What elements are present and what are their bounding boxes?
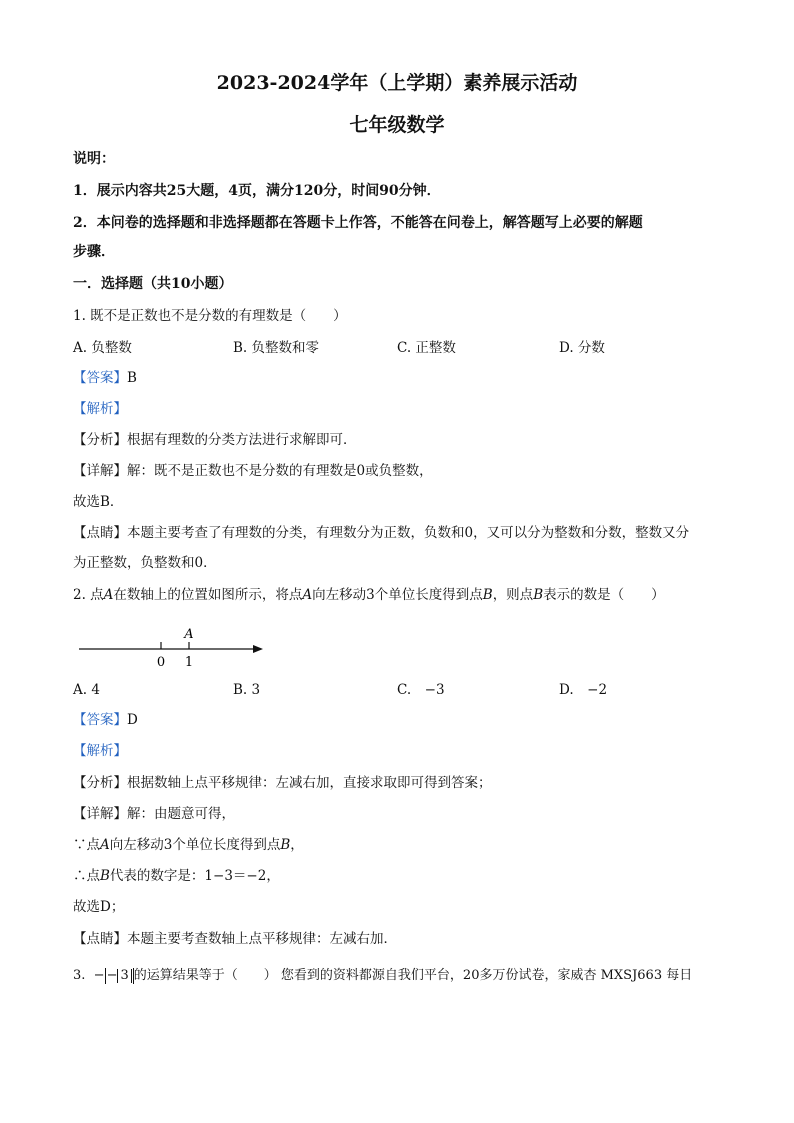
q1-jiexi-tag: 【解析】	[73, 401, 127, 417]
q1-xiangjie-line	[73, 461, 733, 481]
q2-var-b: B	[482, 587, 493, 603]
q2-step-part: ，	[290, 837, 304, 853]
page-title: 2023-2024学年（上学期）素养展示活动	[216, 72, 578, 94]
q2-var-b: B	[280, 837, 291, 853]
q1-answer-line	[73, 368, 733, 388]
fenxi-tag: 【分析】	[73, 432, 127, 448]
q2-option-d: D. −2	[559, 682, 608, 698]
q1-option-b: B. 负整数和零	[233, 340, 320, 356]
q1-dianjing: 本题主要考查了有理数的分类，有理数分为正数，负数和0，又可以分为整数和分数，整数又分	[127, 525, 690, 541]
q2-fenxi: 根据数轴上点平移规律：左减右加，直接求取即可得到答案；	[127, 775, 492, 791]
q2-stem-part: 向左移动3个单位长度得到点	[312, 587, 483, 603]
q2-var-a: A	[302, 587, 313, 603]
q2-step-part: 代表的数字是：	[109, 868, 205, 884]
answer-tag: 【答案】	[73, 712, 127, 728]
page-subtitle: 七年级数学	[349, 114, 445, 136]
xiangjie-tag: 【详解】	[73, 806, 127, 822]
q2-step-part: ∴点	[73, 868, 100, 884]
q1-stem: 1. 既不是正数也不是分数的有理数是（ ）	[73, 308, 347, 324]
q2-var-a: A	[103, 587, 114, 603]
q2-step-part: 向左移动3个单位长度得到点	[109, 837, 281, 853]
q2-guxuan: 故选D；	[73, 899, 125, 915]
q2-step-part: ，	[266, 868, 280, 884]
q1-option-a: A. 负整数	[73, 340, 132, 356]
number-line-arrow	[253, 645, 263, 653]
q2-stem-part: ，则点	[492, 587, 534, 603]
q3-expr-value: 3	[120, 968, 129, 983]
q2-dianjing-line	[73, 929, 733, 949]
q3-number: 3.	[73, 968, 86, 983]
number-line-figure	[73, 622, 273, 670]
q2-xiangjie: 解：由题意可得，	[127, 806, 235, 822]
q3-stem	[73, 966, 733, 986]
q2-option-b: B. 3	[233, 682, 261, 698]
q3-expr-minus: −	[93, 968, 105, 983]
q1-fenxi-line	[73, 430, 733, 450]
tick-label-0: 0	[156, 655, 166, 670]
q2-option-c: C. −3	[397, 682, 445, 698]
q3-stem-end: 的运算结果等于（ ）	[133, 968, 277, 983]
q2-stem-part: 表示的数是（ ）	[543, 587, 665, 603]
tick-label-1: 1	[184, 655, 194, 670]
q2-option-a: A. 4	[73, 682, 100, 698]
q3-expr-inner-minus: −	[106, 968, 118, 983]
instructions-label: 说明：	[73, 151, 115, 167]
q2-dianjing: 本题主要考查数轴上点平移规律：左减右加．	[127, 931, 397, 947]
q1-fenxi: 根据有理数的分类方法进行求解即可．	[127, 432, 357, 448]
q1-dianjing-line-1	[73, 523, 733, 543]
q2-var-a: A	[100, 837, 110, 853]
q1-dianjing-line-2: 为正整数，负整数和0．	[73, 555, 217, 571]
q3-watermark-text: 您看到的资料都源自我们平台，20多万份试卷，家威杏 MXSJ663 每日	[280, 968, 693, 983]
dianjing-tag: 【点睛】	[73, 525, 127, 541]
fenxi-tag: 【分析】	[73, 775, 127, 791]
q1-xiangjie: 解：既不是正数也不是分数的有理数是0或负整数，	[127, 463, 433, 479]
q2-expression: 1−3＝−2	[204, 868, 267, 884]
xiangjie-tag: 【详解】	[73, 463, 127, 479]
q2-step-2	[73, 866, 733, 886]
answer-tag: 【答案】	[73, 370, 127, 386]
instruction-item-1: 1．展示内容共25大题，4页，满分120分，时间90分钟．	[73, 183, 441, 199]
q2-stem	[73, 585, 733, 605]
q3-abs-outer	[105, 968, 134, 984]
q3-abs-inner	[117, 969, 131, 983]
point-a-label: A	[184, 627, 194, 642]
q2-xiangjie-line	[73, 804, 733, 824]
instruction-item-2-line-1: 2．本问卷的选择题和非选择题都在答题卡上作答，不能答在问卷上，解答题写上必要的解题	[73, 215, 643, 231]
section-heading: 一．选择题（共10小题）	[73, 276, 233, 292]
q2-step-1	[73, 835, 733, 855]
q1-option-c: C. 正整数	[397, 340, 456, 356]
q2-answer: D	[127, 712, 138, 728]
q2-stem-part: 2. 点	[73, 587, 104, 603]
q2-var-b: B	[100, 868, 110, 884]
q1-answer: B	[127, 370, 137, 386]
instruction-item-2-line-2: 步骤．	[73, 244, 115, 260]
q2-var-b: B	[533, 587, 544, 603]
dianjing-tag: 【点睛】	[73, 931, 127, 947]
q1-guxuan: 故选B．	[73, 494, 124, 510]
q1-option-d: D. 分数	[559, 340, 605, 356]
q2-stem-part: 在数轴上的位置如图所示，将点	[113, 587, 303, 603]
q2-answer-line	[73, 710, 733, 730]
q2-step-part: ∵点	[73, 837, 100, 853]
q2-jiexi-tag: 【解析】	[73, 743, 127, 759]
q2-fenxi-line	[73, 773, 733, 793]
